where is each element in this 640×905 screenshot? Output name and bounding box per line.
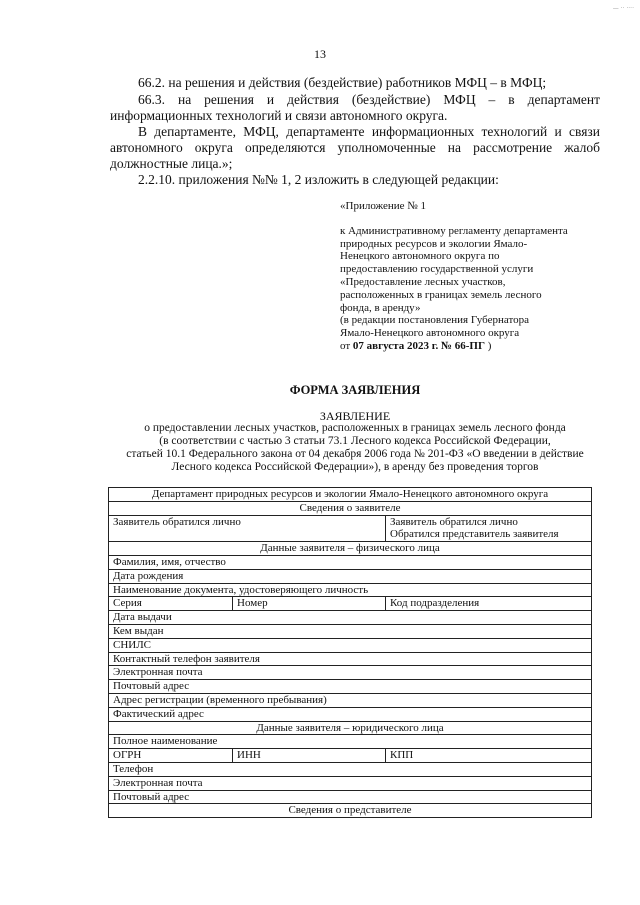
inn-field[interactable]: ИНН xyxy=(233,749,386,763)
appendix-line: предоставлению государственной услуги xyxy=(340,263,534,276)
paragraph-authorized-officials: В департаменте, МФЦ, департаменте информационных технологий и связи автономного округа определяются уполномоченные на рассмотрение жалоб должностные лица.»; xyxy=(110,124,600,171)
application-form-table xyxy=(108,487,592,818)
postal-address-field[interactable]: Почтовый адрес xyxy=(109,680,592,694)
form-header: Департамент природных ресурсов и экологии Ямало-Ненецкого автономного округа xyxy=(109,488,592,502)
legal-entity-section-header: Данные заявителя – юридического лица xyxy=(109,721,592,735)
form-title: ФОРМА ЗАЯВЛЕНИЯ xyxy=(289,383,421,397)
appendix-line: фонда, в аренду» xyxy=(340,301,421,314)
appendix-line: Ямало-Ненецкого автономного округа xyxy=(340,327,520,340)
edition-suffix: ) xyxy=(487,339,492,352)
statement-title: ЗАЯВЛЕНИЕ xyxy=(319,409,391,423)
full-title-field[interactable]: Полное наименование xyxy=(109,735,592,749)
appendix-line: расположенных в границах земель лесного xyxy=(340,288,542,301)
kpp-field[interactable]: КПП xyxy=(386,749,592,763)
registration-address-field[interactable]: Адрес регистрации (временного пребывания) xyxy=(109,693,592,707)
physical-person-section-header: Данные заявителя – физического лица xyxy=(109,542,592,556)
statement-line: о предоставлении лесных участков, расположенных в границах земель лесного фонда xyxy=(144,422,566,434)
statement-line: статьей 10.1 Федерального закона от 04 декабря 2006 года № 201-ФЗ «О введении в действие xyxy=(126,448,584,460)
snils-field[interactable]: СНИЛС xyxy=(109,638,592,652)
appendix-line: к Административному регламенту департамента xyxy=(340,224,568,237)
appendix-block xyxy=(340,200,610,353)
representative-section-header: Сведения о представителе xyxy=(109,804,592,818)
division-code-field[interactable]: Код подразделения xyxy=(386,597,592,611)
id-document-field[interactable]: Наименование документа, удостоверяющего личность xyxy=(109,583,592,597)
applied-in-person-cell[interactable]: Заявитель обратился лично xyxy=(109,515,386,542)
actual-address-field[interactable]: Фактический адрес xyxy=(109,707,592,721)
contact-phone-field[interactable]: Контактный телефон заявителя xyxy=(109,652,592,666)
paragraph-66-3: 66.3. на решения и действия (бездействие) МФЦ – в департамент информационных технологий и связи автономного округа. xyxy=(110,92,600,123)
issue-date-field[interactable]: Дата выдачи xyxy=(109,611,592,625)
statement-subtitle xyxy=(100,422,610,474)
appendix-line: Ненецкого автономного округа по xyxy=(340,250,500,263)
applied-via-representative-option[interactable]: Обратился представитель заявителя xyxy=(390,528,559,541)
edition-prefix: от xyxy=(340,339,351,352)
edition-date: 07 августа 2023 г. № 66-ПГ xyxy=(352,339,485,352)
email-field[interactable]: Электронная почта xyxy=(109,666,592,680)
full-name-field[interactable]: Фамилия, имя, отчество xyxy=(109,555,592,569)
statement-line: (в соответствии с частью 3 статьи 73.1 Лесного кодекса Российской Федерации, xyxy=(159,435,551,447)
paragraph-66-2: 66.2. на решения и действия (бездействие) работников МФЦ – в МФЦ; xyxy=(138,75,547,90)
corner-mark: — ·· ···· xyxy=(612,5,634,12)
legal-email-field[interactable]: Электронная почта xyxy=(109,776,592,790)
appendix-edition xyxy=(340,340,610,353)
applied-in-person-option[interactable]: Заявитель обратился лично xyxy=(390,515,518,528)
phone-field[interactable]: Телефон xyxy=(109,762,592,776)
series-field[interactable]: Серия xyxy=(109,597,233,611)
page-number: 13 xyxy=(314,47,326,61)
appendix-line: природных ресурсов и экологии Ямало- xyxy=(340,237,528,250)
applicant-type-cell[interactable] xyxy=(386,515,592,542)
paragraph-2-2-10: 2.2.10. приложения №№ 1, 2 изложить в следующей редакции: xyxy=(138,172,499,187)
applicant-section-header: Сведения о заявителе xyxy=(109,501,592,515)
appendix-line: «Предоставление лесных участков, xyxy=(340,275,506,288)
legal-postal-address-field[interactable]: Почтовый адрес xyxy=(109,790,592,804)
appendix-title: «Приложение № 1 xyxy=(340,200,427,212)
birth-date-field[interactable]: Дата рождения xyxy=(109,569,592,583)
issued-by-field[interactable]: Кем выдан xyxy=(109,624,592,638)
number-field[interactable]: Номер xyxy=(233,597,386,611)
ogrn-field[interactable]: ОГРН xyxy=(109,749,233,763)
appendix-line: (в редакции постановления Губернатора xyxy=(340,314,529,327)
statement-line: Лесного кодекса Российской Федерации»), в аренду без проведения торгов xyxy=(171,461,539,473)
